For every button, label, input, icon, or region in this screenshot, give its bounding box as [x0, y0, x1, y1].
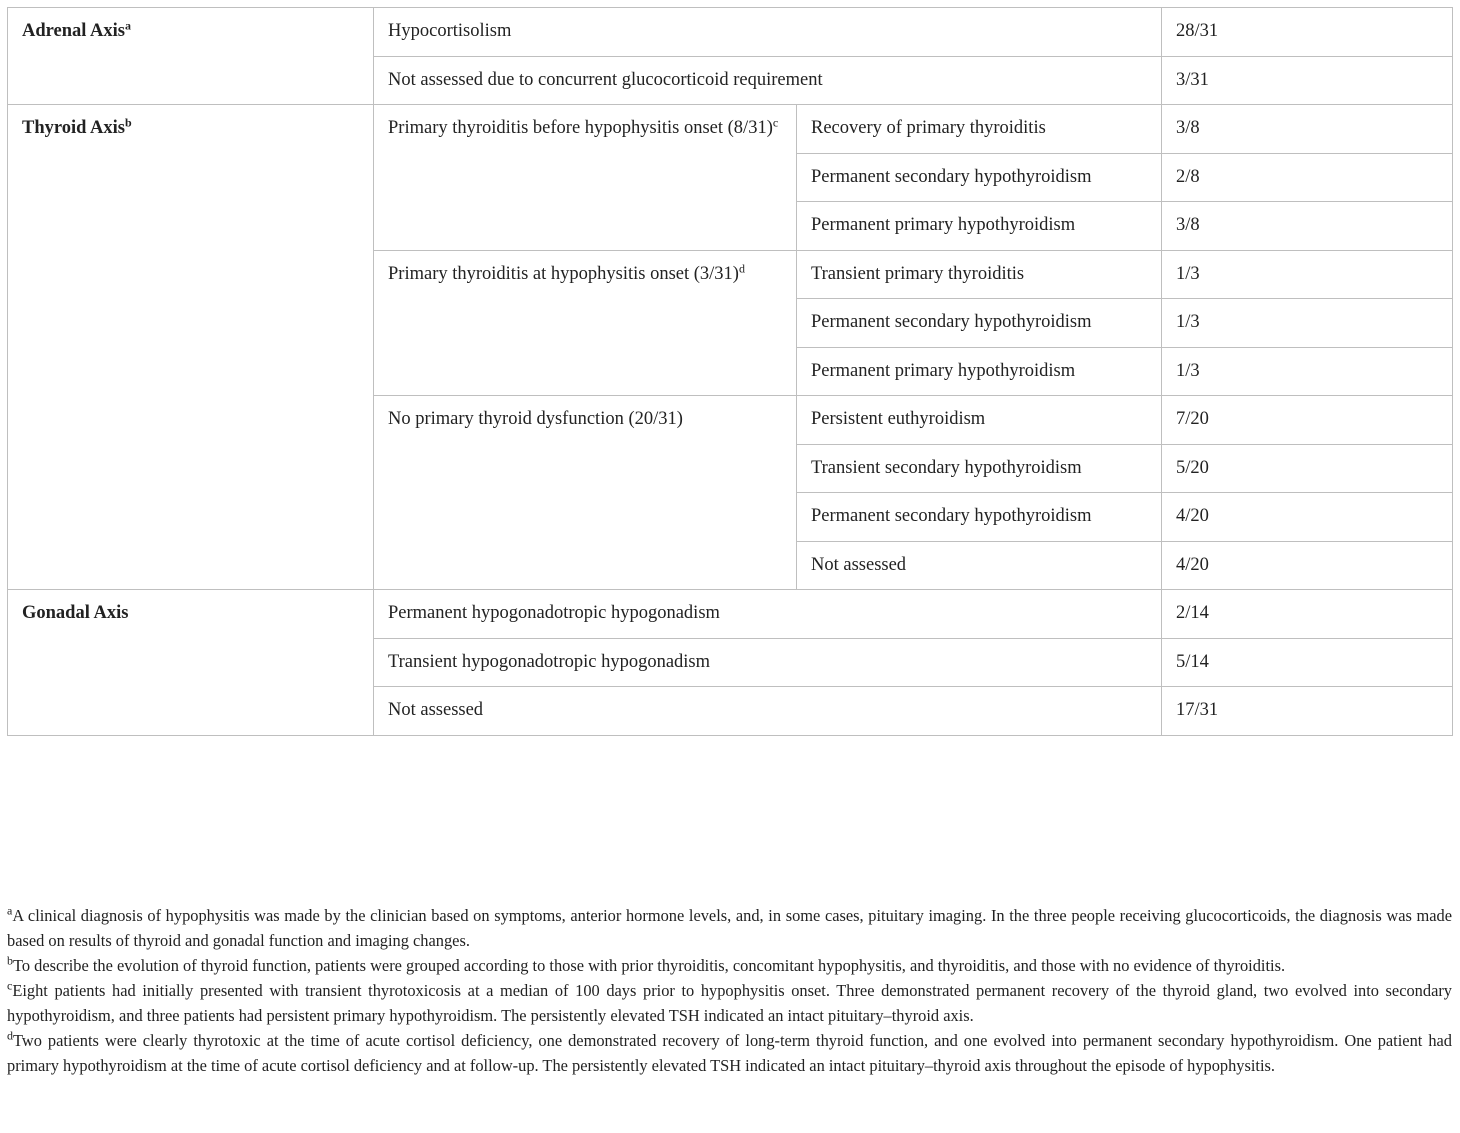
outcome-label: Transient secondary hypothyroidism	[797, 444, 1162, 493]
hypophysitis-axis-table	[7, 7, 1453, 736]
table-row	[8, 105, 1453, 154]
outcome-value: 3/31	[1162, 56, 1453, 105]
adrenal-axis-header: Adrenal Axis$^a$	[8, 8, 374, 105]
footnote-a: $^a$A clinical diagnosis of hypophysitis was made by the clinician based on symptoms, anterior hormone levels, and, in some cases, pituitary imaging. In the three people receiving glucocorticoids, the diagnosis was made based on results of thyroid and gonadal function and imaging changes.	[7, 903, 1452, 950]
outcome-label: Permanent secondary hypothyroidism	[797, 493, 1162, 542]
thyroid-group-label: Primary thyroiditis at hypophysitis onset $(3/31)^d$	[374, 250, 797, 396]
outcome-value: 2/14	[1162, 590, 1453, 639]
table-footnotes	[7, 903, 1452, 1078]
outcome-value: 5/14	[1162, 638, 1453, 687]
outcome-value: 28/31	[1162, 8, 1453, 57]
thyroid-group-label: Primary thyroiditis before hypophysitis onset $(8/31)^c$	[374, 105, 797, 251]
footnote-d: $^d$Two patients were clearly thyrotoxic at the time of acute cortisol deficiency, one demonstrated recovery of long-term thyroid function, and one evolved into permanent secondary hypothyroidism. One patient had primary hypothyroidism at the time of acute cortisol deficiency and at follow-up. The persistently elevated TSH indicated an intact pituitary–thyroid axis throughout the episode of hypophysitis.	[7, 1028, 1452, 1075]
table-row	[8, 590, 1453, 639]
outcome-label: Permanent primary hypothyroidism	[797, 347, 1162, 396]
outcome-value: 5/20	[1162, 444, 1453, 493]
outcome-value: 3/8	[1162, 202, 1453, 251]
outcome-value: 4/20	[1162, 541, 1453, 590]
gonadal-axis-header: Gonadal Axis	[8, 590, 374, 736]
outcome-label: Permanent hypogonadotropic hypogonadism	[374, 590, 1162, 639]
outcome-label: Hypocortisolism	[374, 8, 1162, 57]
outcome-label: Recovery of primary thyroiditis	[797, 105, 1162, 154]
outcome-value: 2/8	[1162, 153, 1453, 202]
outcome-label: Persistent euthyroidism	[797, 396, 1162, 445]
footnote-c: $^c$Eight patients had initially presented with transient thyrotoxicosis at a median of 100 days prior to hypophysitis onset. Three demonstrated permanent recovery of the thyroid gland, two evolved into secondary hypothyroidism, and three patients had persistent primary hypothyroidism. The persistently elevated TSH indicated an intact pituitary–thyroid axis.	[7, 978, 1452, 1025]
footnote-b: $^b$To describe the evolution of thyroid function, patients were grouped according to those with prior thyroiditis, concomitant hypophysitis, and thyroiditis, and those with no evidence of thyroiditis.	[7, 953, 1286, 975]
thyroid-axis-header: Thyroid Axis$^b$	[8, 105, 374, 590]
thyroid-group-label: No primary thyroid dysfunction (20/31)	[374, 396, 797, 590]
outcome-value: 1/3	[1162, 347, 1453, 396]
outcome-value: 4/20	[1162, 493, 1453, 542]
table-row	[8, 8, 1453, 57]
outcome-label: Not assessed due to concurrent glucocorticoid requirement	[374, 56, 1162, 105]
outcome-value: 7/20	[1162, 396, 1453, 445]
outcome-label: Transient primary thyroiditis	[797, 250, 1162, 299]
outcome-label: Permanent primary hypothyroidism	[797, 202, 1162, 251]
outcome-label: Not assessed	[797, 541, 1162, 590]
outcome-label: Permanent secondary hypothyroidism	[797, 153, 1162, 202]
outcome-value: 1/3	[1162, 299, 1453, 348]
outcome-label: Permanent secondary hypothyroidism	[797, 299, 1162, 348]
outcome-value: 3/8	[1162, 105, 1453, 154]
outcome-value: 1/3	[1162, 250, 1453, 299]
outcome-value: 17/31	[1162, 687, 1453, 736]
outcome-label: Not assessed	[374, 687, 1162, 736]
outcome-label: Transient hypogonadotropic hypogonadism	[374, 638, 1162, 687]
